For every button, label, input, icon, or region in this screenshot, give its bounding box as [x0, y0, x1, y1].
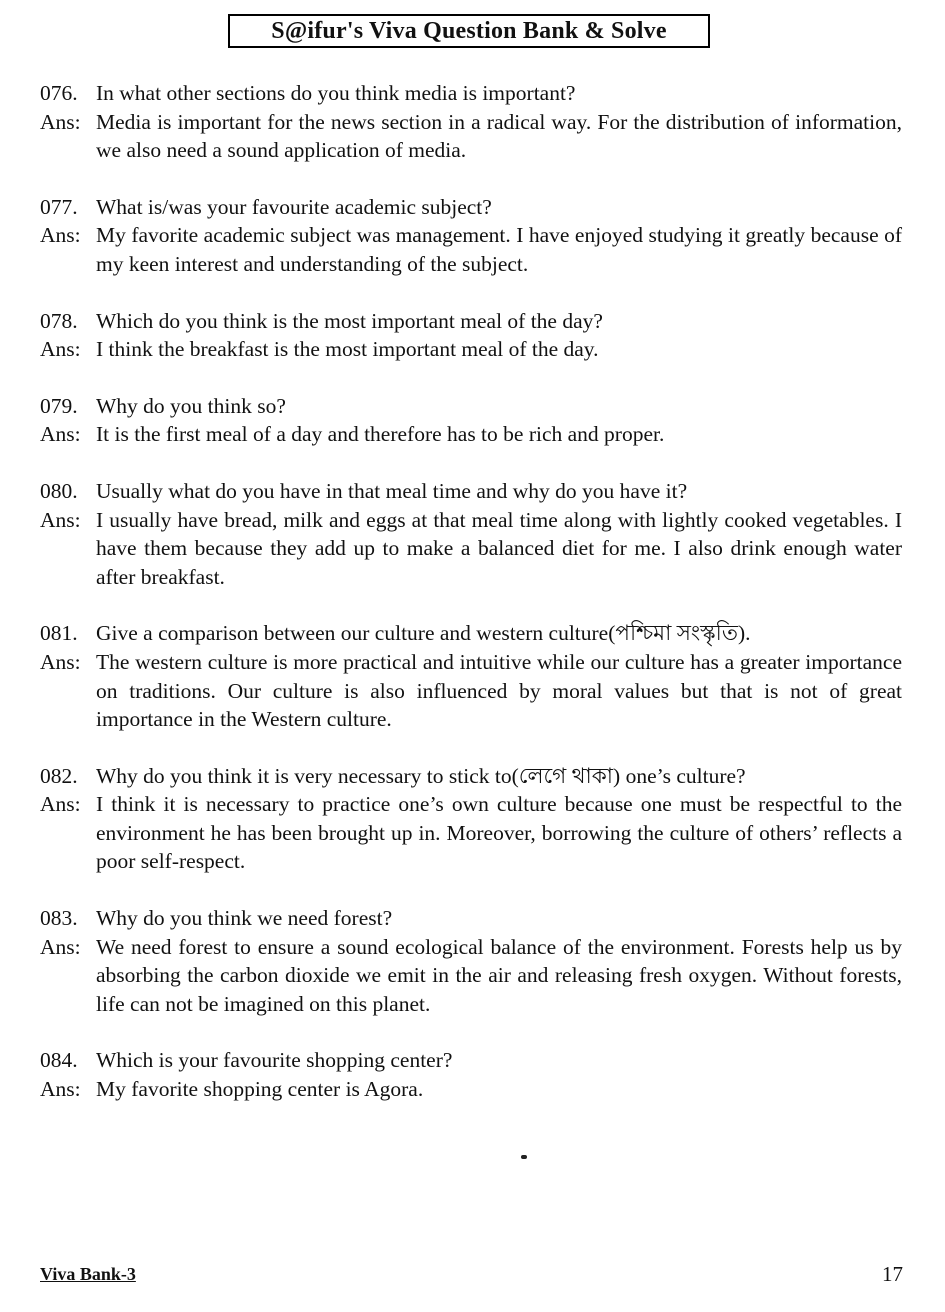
- question-number: 084.: [40, 1048, 78, 1073]
- question-row: [40, 1046, 902, 1075]
- answer-text: My favorite academic subject was management. I have enjoyed studying it greatly because of my keen interest and understanding of the subject.: [96, 223, 902, 276]
- question-row: [40, 904, 902, 933]
- question-row: [40, 193, 902, 222]
- answer-label: Ans:: [40, 109, 81, 134]
- answer-text: The western culture is more practical and intuitive while our culture has a greater importance on traditions. Our culture is also influenced by moral values but that is not of great importance in the Western culture.: [96, 649, 902, 732]
- answer-label: Ans:: [40, 792, 81, 817]
- question-text: Why do you think it is very necessary to stick to(লেগে থাকা) one’s culture?: [96, 763, 746, 788]
- question-number: 083.: [40, 906, 78, 931]
- answer-label: Ans:: [40, 223, 81, 248]
- answer-row: [40, 790, 902, 876]
- question-number: 082.: [40, 763, 78, 788]
- page-number: 17: [882, 1262, 903, 1286]
- question-number: 079.: [40, 393, 78, 418]
- question-text: Usually what do you have in that meal time and why do you have it?: [96, 478, 688, 503]
- qa-item-079: [40, 392, 902, 449]
- qa-item-076: [40, 79, 902, 165]
- question-text: What is/was your favourite academic subject?: [96, 194, 492, 219]
- answer-label: Ans:: [40, 422, 81, 447]
- answer-row: [40, 108, 902, 165]
- answer-row: [40, 420, 902, 449]
- footer-book-title: Viva Bank-3: [40, 1264, 136, 1284]
- page-header-title: S@ifur's Viva Question Bank & Solve: [228, 14, 710, 48]
- answer-text: It is the first meal of a day and therefore has to be rich and proper.: [96, 422, 665, 447]
- question-row: [40, 79, 902, 108]
- answer-row: [40, 506, 902, 592]
- question-number: 081.: [40, 621, 78, 646]
- answer-label: Ans:: [40, 1077, 81, 1102]
- answer-text: I usually have bread, milk and eggs at that meal time along with lightly cooked vegetables. I have them because they add up to make a balanced diet for me. I also drink enough water after breakfast.: [96, 507, 902, 589]
- question-text: Why do you think so?: [96, 393, 286, 418]
- answer-row: [40, 335, 902, 364]
- answer-row: [40, 648, 902, 734]
- answer-label: Ans:: [40, 934, 81, 959]
- qa-list: [40, 79, 902, 1132]
- qa-item-083: [40, 904, 902, 1018]
- answer-label: Ans:: [40, 507, 81, 532]
- answer-text: I think it is necessary to practice one’s own culture because one must be respectful to the environment he has been brought up in. Moreover, borrowing the culture of others’ reflects a poor self-respect.: [96, 792, 902, 874]
- qa-item-078: [40, 307, 902, 364]
- qa-item-082: [40, 762, 902, 876]
- answer-text: Media is important for the news section in a radical way. For the distribution of information, we also need a sound application of media.: [96, 109, 902, 163]
- scan-speck-mark: [521, 1155, 527, 1159]
- question-row: [40, 477, 902, 506]
- answer-text: My favorite shopping center is Agora.: [96, 1077, 424, 1102]
- answer-row: [40, 933, 902, 1019]
- question-row: [40, 619, 902, 648]
- question-number: 076.: [40, 81, 78, 105]
- question-row: [40, 762, 902, 791]
- qa-item-081: [40, 619, 902, 733]
- answer-label: Ans:: [40, 649, 81, 674]
- answer-text: We need forest to ensure a sound ecological balance of the environment. Forests help us by absorbing the carbon dioxide we emit in the air and releasing fresh oxygen. Without forests, life can not be imagined on this planet.: [96, 934, 902, 1016]
- question-row: [40, 392, 902, 421]
- question-number: 078.: [40, 308, 78, 333]
- qa-item-080: [40, 477, 902, 591]
- question-row: [40, 307, 902, 336]
- answer-label: Ans:: [40, 337, 81, 362]
- qa-item-077: [40, 193, 902, 279]
- question-text: Which is your favourite shopping center?: [96, 1048, 453, 1073]
- answer-row: [40, 221, 902, 278]
- question-text: Give a comparison between our culture and western culture(পশ্চিমা সংস্কৃতি).: [96, 621, 751, 646]
- answer-text: I think the breakfast is the most important meal of the day.: [96, 337, 599, 362]
- question-text: Why do you think we need forest?: [96, 906, 393, 931]
- question-number: 080.: [40, 478, 78, 503]
- question-text: Which do you think is the most important meal of the day?: [96, 308, 603, 333]
- question-text: In what other sections do you think media is important?: [96, 81, 576, 105]
- answer-row: [40, 1075, 902, 1104]
- question-number: 077.: [40, 194, 78, 219]
- qa-item-084: [40, 1046, 902, 1103]
